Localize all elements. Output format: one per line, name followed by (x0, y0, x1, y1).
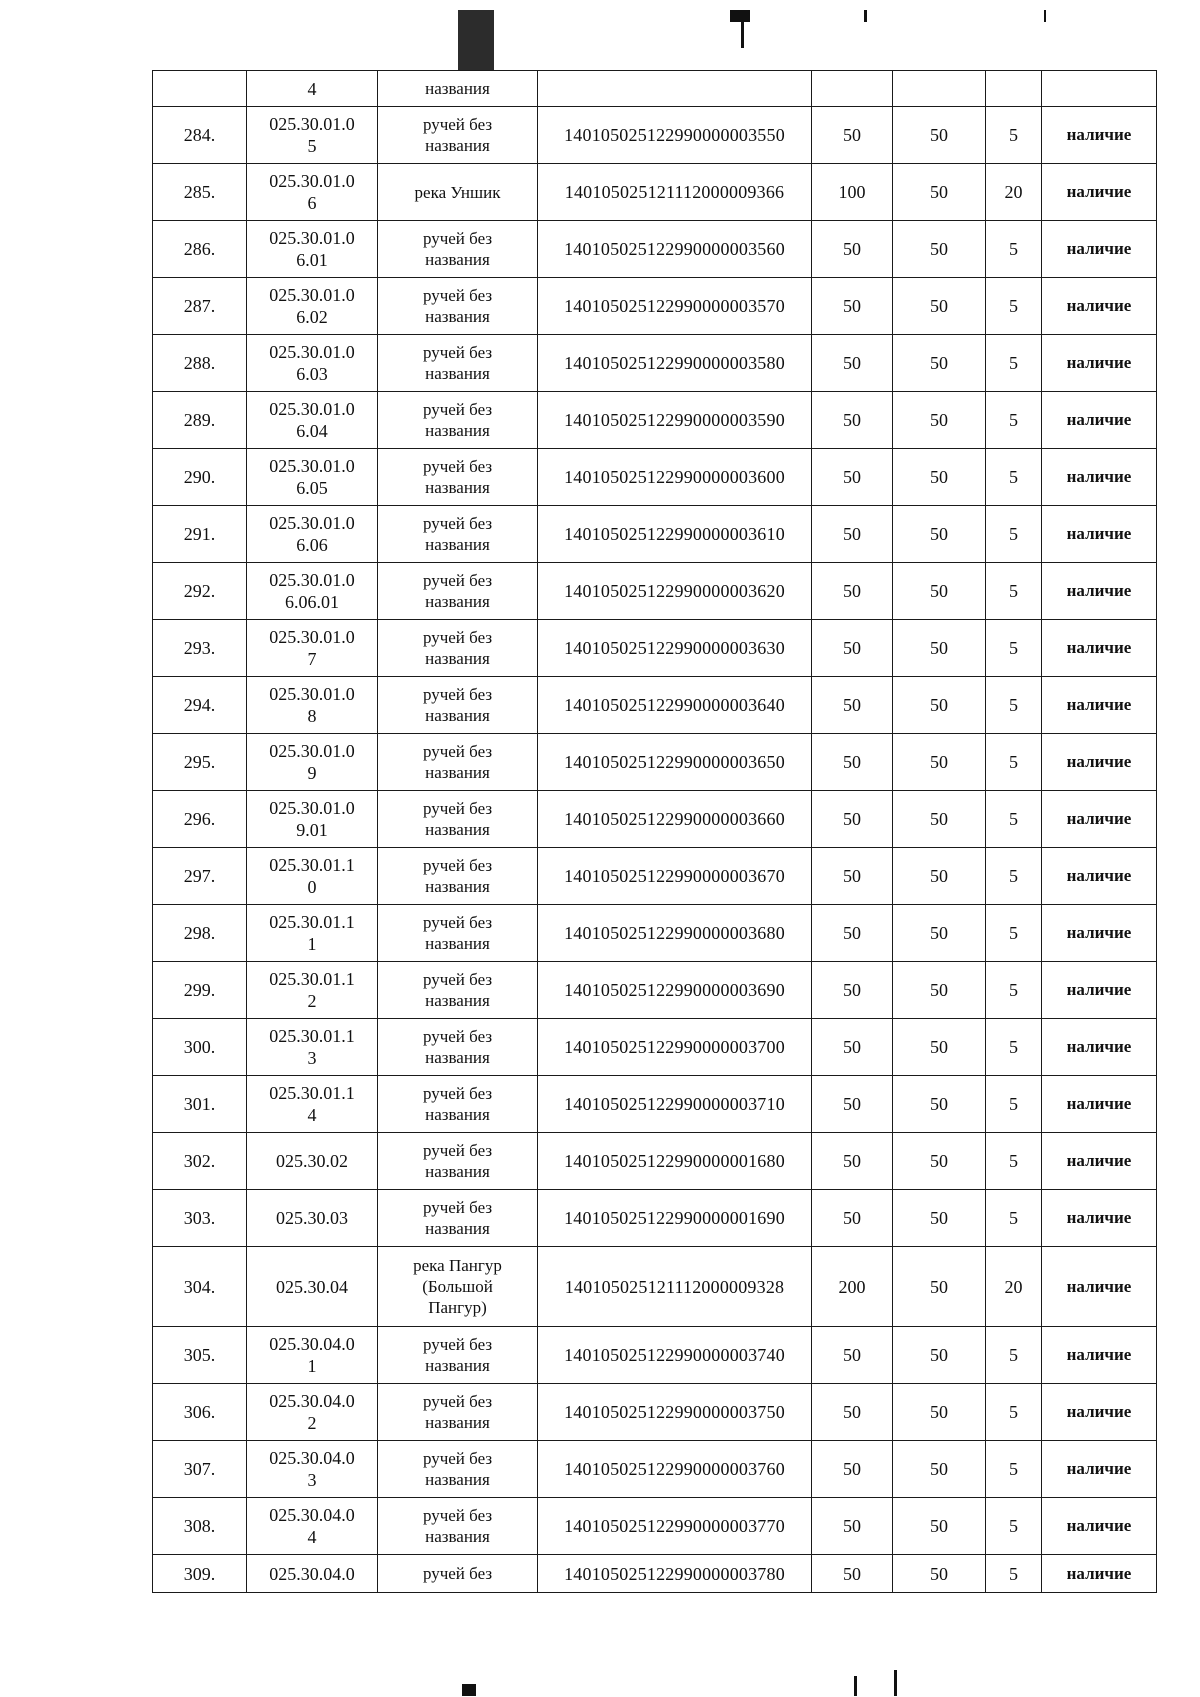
status-cell: наличие (1042, 1247, 1157, 1327)
water-body-code: 025.30.01.0 6.02 (247, 278, 378, 335)
registry-code: 140105025122990000003660 (538, 791, 812, 848)
scan-artifact-bottom-center-2 (894, 1670, 897, 1696)
value-col-3: 5 (986, 449, 1042, 506)
water-body-name: ручей без названия (378, 335, 538, 392)
value-col-2: 50 (893, 1555, 986, 1593)
water-body-code: 025.30.01.1 3 (247, 1019, 378, 1076)
status-cell: наличие (1042, 620, 1157, 677)
value-col-2: 50 (893, 563, 986, 620)
value-col-3: 5 (986, 905, 1042, 962)
value-col-2: 50 (893, 506, 986, 563)
water-body-code: 025.30.04.0 3 (247, 1441, 378, 1498)
registry-code: 140105025122990000003640 (538, 677, 812, 734)
status-cell: наличие (1042, 962, 1157, 1019)
value-col-1: 200 (812, 1247, 893, 1327)
water-body-name: ручей без названия (378, 1384, 538, 1441)
row-number: 301. (153, 1076, 247, 1133)
row-number: 285. (153, 164, 247, 221)
table-row (153, 1384, 1157, 1441)
water-body-code: 025.30.01.0 9.01 (247, 791, 378, 848)
row-number: 284. (153, 107, 247, 164)
water-body-name: ручей без названия (378, 1441, 538, 1498)
water-body-name: ручей без названия (378, 1019, 538, 1076)
value-col-1: 50 (812, 620, 893, 677)
registry-code: 140105025122990000003590 (538, 392, 812, 449)
water-body-name: ручей без названия (378, 1327, 538, 1384)
value-col-2: 50 (893, 278, 986, 335)
value-col-2: 50 (893, 962, 986, 1019)
value-col-2: 50 (893, 1019, 986, 1076)
water-bodies-table (152, 70, 1157, 1593)
water-body-name: ручей без названия (378, 449, 538, 506)
status-cell: наличие (1042, 677, 1157, 734)
value-col-3: 5 (986, 1019, 1042, 1076)
row-number: 300. (153, 1019, 247, 1076)
row-number: 292. (153, 563, 247, 620)
value-col-3: 5 (986, 620, 1042, 677)
value-col-3: 5 (986, 791, 1042, 848)
water-body-code: 025.30.01.0 6.03 (247, 335, 378, 392)
table-row (153, 335, 1157, 392)
value-col-2: 50 (893, 1384, 986, 1441)
table-row (153, 734, 1157, 791)
status-cell: наличие (1042, 1498, 1157, 1555)
value-col-2: 50 (893, 848, 986, 905)
status-cell: наличие (1042, 1441, 1157, 1498)
water-body-code: 025.30.01.0 7 (247, 620, 378, 677)
value-col-3 (986, 71, 1042, 107)
row-number: 286. (153, 221, 247, 278)
water-body-name: ручей без названия (378, 563, 538, 620)
value-col-1: 50 (812, 1555, 893, 1593)
row-number: 306. (153, 1384, 247, 1441)
value-col-2 (893, 71, 986, 107)
water-body-name: ручей без названия (378, 677, 538, 734)
value-col-3: 5 (986, 1190, 1042, 1247)
registry-code: 140105025122990000003610 (538, 506, 812, 563)
water-body-code: 025.30.01.0 5 (247, 107, 378, 164)
registry-code: 140105025122990000003780 (538, 1555, 812, 1593)
value-col-3: 5 (986, 278, 1042, 335)
value-col-3: 20 (986, 164, 1042, 221)
value-col-1: 50 (812, 335, 893, 392)
water-body-code: 4 (247, 71, 378, 107)
registry-code: 140105025122990000003600 (538, 449, 812, 506)
water-body-name: названия (378, 71, 538, 107)
status-cell: наличие (1042, 392, 1157, 449)
row-number: 298. (153, 905, 247, 962)
table-row (153, 449, 1157, 506)
water-body-code: 025.30.01.0 6.01 (247, 221, 378, 278)
table-row (153, 962, 1157, 1019)
status-cell: наличие (1042, 1019, 1157, 1076)
water-body-code: 025.30.01.0 8 (247, 677, 378, 734)
value-col-3: 5 (986, 1133, 1042, 1190)
table-row (153, 1190, 1157, 1247)
registry-code: 140105025122990000003680 (538, 905, 812, 962)
registry-code: 140105025122990000003700 (538, 1019, 812, 1076)
status-cell: наличие (1042, 563, 1157, 620)
water-body-name: ручей без названия (378, 506, 538, 563)
value-col-2: 50 (893, 1327, 986, 1384)
table-row (153, 107, 1157, 164)
value-col-3: 5 (986, 221, 1042, 278)
registry-code: 140105025122990000003670 (538, 848, 812, 905)
value-col-3: 5 (986, 1384, 1042, 1441)
row-number: 305. (153, 1327, 247, 1384)
row-number: 287. (153, 278, 247, 335)
value-col-1: 50 (812, 1384, 893, 1441)
row-number: 288. (153, 335, 247, 392)
scan-artifact-top-center (730, 10, 750, 22)
table-row (153, 1498, 1157, 1555)
water-body-code: 025.30.01.0 9 (247, 734, 378, 791)
water-body-code: 025.30.04 (247, 1247, 378, 1327)
status-cell: наличие (1042, 221, 1157, 278)
value-col-1: 50 (812, 1498, 893, 1555)
table-row (153, 677, 1157, 734)
value-col-1: 50 (812, 221, 893, 278)
status-cell: наличие (1042, 506, 1157, 563)
value-col-3: 5 (986, 962, 1042, 1019)
value-col-2: 50 (893, 1498, 986, 1555)
registry-code: 140105025122990000003770 (538, 1498, 812, 1555)
table-row (153, 905, 1157, 962)
value-col-2: 50 (893, 335, 986, 392)
row-number: 304. (153, 1247, 247, 1327)
water-body-code: 025.30.01.1 1 (247, 905, 378, 962)
table-row (153, 791, 1157, 848)
value-col-3: 5 (986, 392, 1042, 449)
water-body-name: ручей без названия (378, 1190, 538, 1247)
table-row (153, 164, 1157, 221)
value-col-2: 50 (893, 734, 986, 791)
water-body-code: 025.30.01.0 6.06 (247, 506, 378, 563)
status-cell: наличие (1042, 791, 1157, 848)
water-body-name: ручей без названия (378, 620, 538, 677)
water-body-code: 025.30.04.0 4 (247, 1498, 378, 1555)
water-body-name: река Пангур (Большой Пангур) (378, 1247, 538, 1327)
table-row (153, 392, 1157, 449)
row-number: 290. (153, 449, 247, 506)
table-row (153, 1133, 1157, 1190)
status-cell: наличие (1042, 164, 1157, 221)
water-body-code: 025.30.04.0 2 (247, 1384, 378, 1441)
table-row (153, 1327, 1157, 1384)
value-col-2: 50 (893, 905, 986, 962)
status-cell: наличие (1042, 734, 1157, 791)
value-col-3: 5 (986, 107, 1042, 164)
table-row (153, 1019, 1157, 1076)
registry-code: 140105025122990000003630 (538, 620, 812, 677)
value-col-1: 50 (812, 905, 893, 962)
value-col-2: 50 (893, 164, 986, 221)
status-cell: наличие (1042, 1555, 1157, 1593)
water-body-code: 025.30.04.0 (247, 1555, 378, 1593)
water-body-code: 025.30.01.1 0 (247, 848, 378, 905)
scan-artifact-bottom-left (462, 1684, 476, 1696)
registry-code: 140105025122990000003550 (538, 107, 812, 164)
value-col-1: 50 (812, 1190, 893, 1247)
row-number: 293. (153, 620, 247, 677)
scan-artifact-bottom-center (854, 1676, 857, 1696)
table-body (153, 71, 1157, 1593)
table-row (153, 1247, 1157, 1327)
registry-code: 140105025122990000003710 (538, 1076, 812, 1133)
value-col-2: 50 (893, 107, 986, 164)
value-col-1: 50 (812, 107, 893, 164)
value-col-1: 50 (812, 962, 893, 1019)
registry-code: 140105025122990000003570 (538, 278, 812, 335)
status-cell: наличие (1042, 449, 1157, 506)
value-col-1: 50 (812, 1133, 893, 1190)
registry-code: 140105025122990000001690 (538, 1190, 812, 1247)
value-col-2: 50 (893, 791, 986, 848)
scan-artifact-top-left (458, 10, 494, 70)
value-col-1: 50 (812, 791, 893, 848)
table-row (153, 278, 1157, 335)
table-row (153, 71, 1157, 107)
registry-code: 140105025122990000003690 (538, 962, 812, 1019)
table-row (153, 221, 1157, 278)
scan-artifact-top-center-stem (741, 10, 744, 48)
value-col-2: 50 (893, 1247, 986, 1327)
row-number: 308. (153, 1498, 247, 1555)
value-col-2: 50 (893, 392, 986, 449)
water-body-name: ручей без названия (378, 734, 538, 791)
table-row (153, 1555, 1157, 1593)
value-col-3: 5 (986, 335, 1042, 392)
value-col-1: 50 (812, 449, 893, 506)
value-col-1: 50 (812, 278, 893, 335)
status-cell: наличие (1042, 107, 1157, 164)
water-body-name: ручей без названия (378, 278, 538, 335)
status-cell (1042, 71, 1157, 107)
value-col-2: 50 (893, 620, 986, 677)
water-body-name: ручей без названия (378, 962, 538, 1019)
value-col-3: 20 (986, 1247, 1042, 1327)
row-number: 294. (153, 677, 247, 734)
value-col-1: 100 (812, 164, 893, 221)
table-row (153, 563, 1157, 620)
status-cell: наличие (1042, 1327, 1157, 1384)
registry-code: 140105025122990000003620 (538, 563, 812, 620)
table-row (153, 1076, 1157, 1133)
value-col-2: 50 (893, 221, 986, 278)
status-cell: наличие (1042, 905, 1157, 962)
status-cell: наличие (1042, 848, 1157, 905)
row-number (153, 71, 247, 107)
value-col-3: 5 (986, 563, 1042, 620)
water-body-name: ручей без названия (378, 221, 538, 278)
water-body-code: 025.30.01.0 6.04 (247, 392, 378, 449)
scan-artifact-top-far-right (1044, 10, 1046, 22)
water-body-code: 025.30.01.0 6 (247, 164, 378, 221)
water-body-code: 025.30.01.0 6.05 (247, 449, 378, 506)
registry-code: 140105025122990000003580 (538, 335, 812, 392)
water-body-name: ручей без названия (378, 107, 538, 164)
water-body-name: ручей без названия (378, 392, 538, 449)
row-number: 291. (153, 506, 247, 563)
water-body-name: ручей без названия (378, 848, 538, 905)
registry-code: 140105025122990000001680 (538, 1133, 812, 1190)
registry-code: 140105025122990000003760 (538, 1441, 812, 1498)
row-number: 295. (153, 734, 247, 791)
value-col-1: 50 (812, 848, 893, 905)
status-cell: наличие (1042, 1076, 1157, 1133)
value-col-1: 50 (812, 563, 893, 620)
value-col-3: 5 (986, 1327, 1042, 1384)
value-col-1: 50 (812, 1076, 893, 1133)
row-number: 289. (153, 392, 247, 449)
value-col-1: 50 (812, 506, 893, 563)
value-col-3: 5 (986, 1555, 1042, 1593)
registry-code: 140105025122990000003560 (538, 221, 812, 278)
water-body-name: ручей без названия (378, 1498, 538, 1555)
table-row (153, 848, 1157, 905)
water-body-name: река Уншик (378, 164, 538, 221)
row-number: 303. (153, 1190, 247, 1247)
water-body-code: 025.30.04.0 1 (247, 1327, 378, 1384)
value-col-3: 5 (986, 1441, 1042, 1498)
value-col-1: 50 (812, 1327, 893, 1384)
status-cell: наличие (1042, 1190, 1157, 1247)
value-col-2: 50 (893, 677, 986, 734)
scan-artifact-top-right (864, 10, 867, 22)
value-col-1: 50 (812, 1019, 893, 1076)
value-col-2: 50 (893, 1441, 986, 1498)
value-col-1: 50 (812, 392, 893, 449)
value-col-3: 5 (986, 734, 1042, 791)
value-col-1: 50 (812, 1441, 893, 1498)
status-cell: наличие (1042, 335, 1157, 392)
status-cell: наличие (1042, 1384, 1157, 1441)
table-row (153, 620, 1157, 677)
value-col-3: 5 (986, 848, 1042, 905)
water-body-name: ручей без названия (378, 1076, 538, 1133)
row-number: 309. (153, 1555, 247, 1593)
registry-code: 140105025121112000009328 (538, 1247, 812, 1327)
value-col-3: 5 (986, 506, 1042, 563)
row-number: 302. (153, 1133, 247, 1190)
water-body-code: 025.30.02 (247, 1133, 378, 1190)
row-number: 297. (153, 848, 247, 905)
table-row (153, 1441, 1157, 1498)
status-cell: наличие (1042, 278, 1157, 335)
water-body-name: ручей без названия (378, 905, 538, 962)
water-body-name: ручей без названия (378, 791, 538, 848)
row-number: 307. (153, 1441, 247, 1498)
value-col-3: 5 (986, 1076, 1042, 1133)
row-number: 296. (153, 791, 247, 848)
value-col-1: 50 (812, 677, 893, 734)
water-body-code: 025.30.01.1 2 (247, 962, 378, 1019)
water-body-name: ручей без (378, 1555, 538, 1593)
water-body-code: 025.30.01.1 4 (247, 1076, 378, 1133)
value-col-3: 5 (986, 677, 1042, 734)
row-number: 299. (153, 962, 247, 1019)
water-body-code: 025.30.03 (247, 1190, 378, 1247)
value-col-2: 50 (893, 1076, 986, 1133)
value-col-1: 50 (812, 734, 893, 791)
table-row (153, 506, 1157, 563)
status-cell: наличие (1042, 1133, 1157, 1190)
value-col-2: 50 (893, 1133, 986, 1190)
registry-code: 140105025122990000003750 (538, 1384, 812, 1441)
value-col-2: 50 (893, 449, 986, 506)
registry-code: 140105025121112000009366 (538, 164, 812, 221)
value-col-1 (812, 71, 893, 107)
water-body-name: ручей без названия (378, 1133, 538, 1190)
value-col-2: 50 (893, 1190, 986, 1247)
registry-code: 140105025122990000003650 (538, 734, 812, 791)
registry-code (538, 71, 812, 107)
water-body-code: 025.30.01.0 6.06.01 (247, 563, 378, 620)
registry-code: 140105025122990000003740 (538, 1327, 812, 1384)
value-col-3: 5 (986, 1498, 1042, 1555)
